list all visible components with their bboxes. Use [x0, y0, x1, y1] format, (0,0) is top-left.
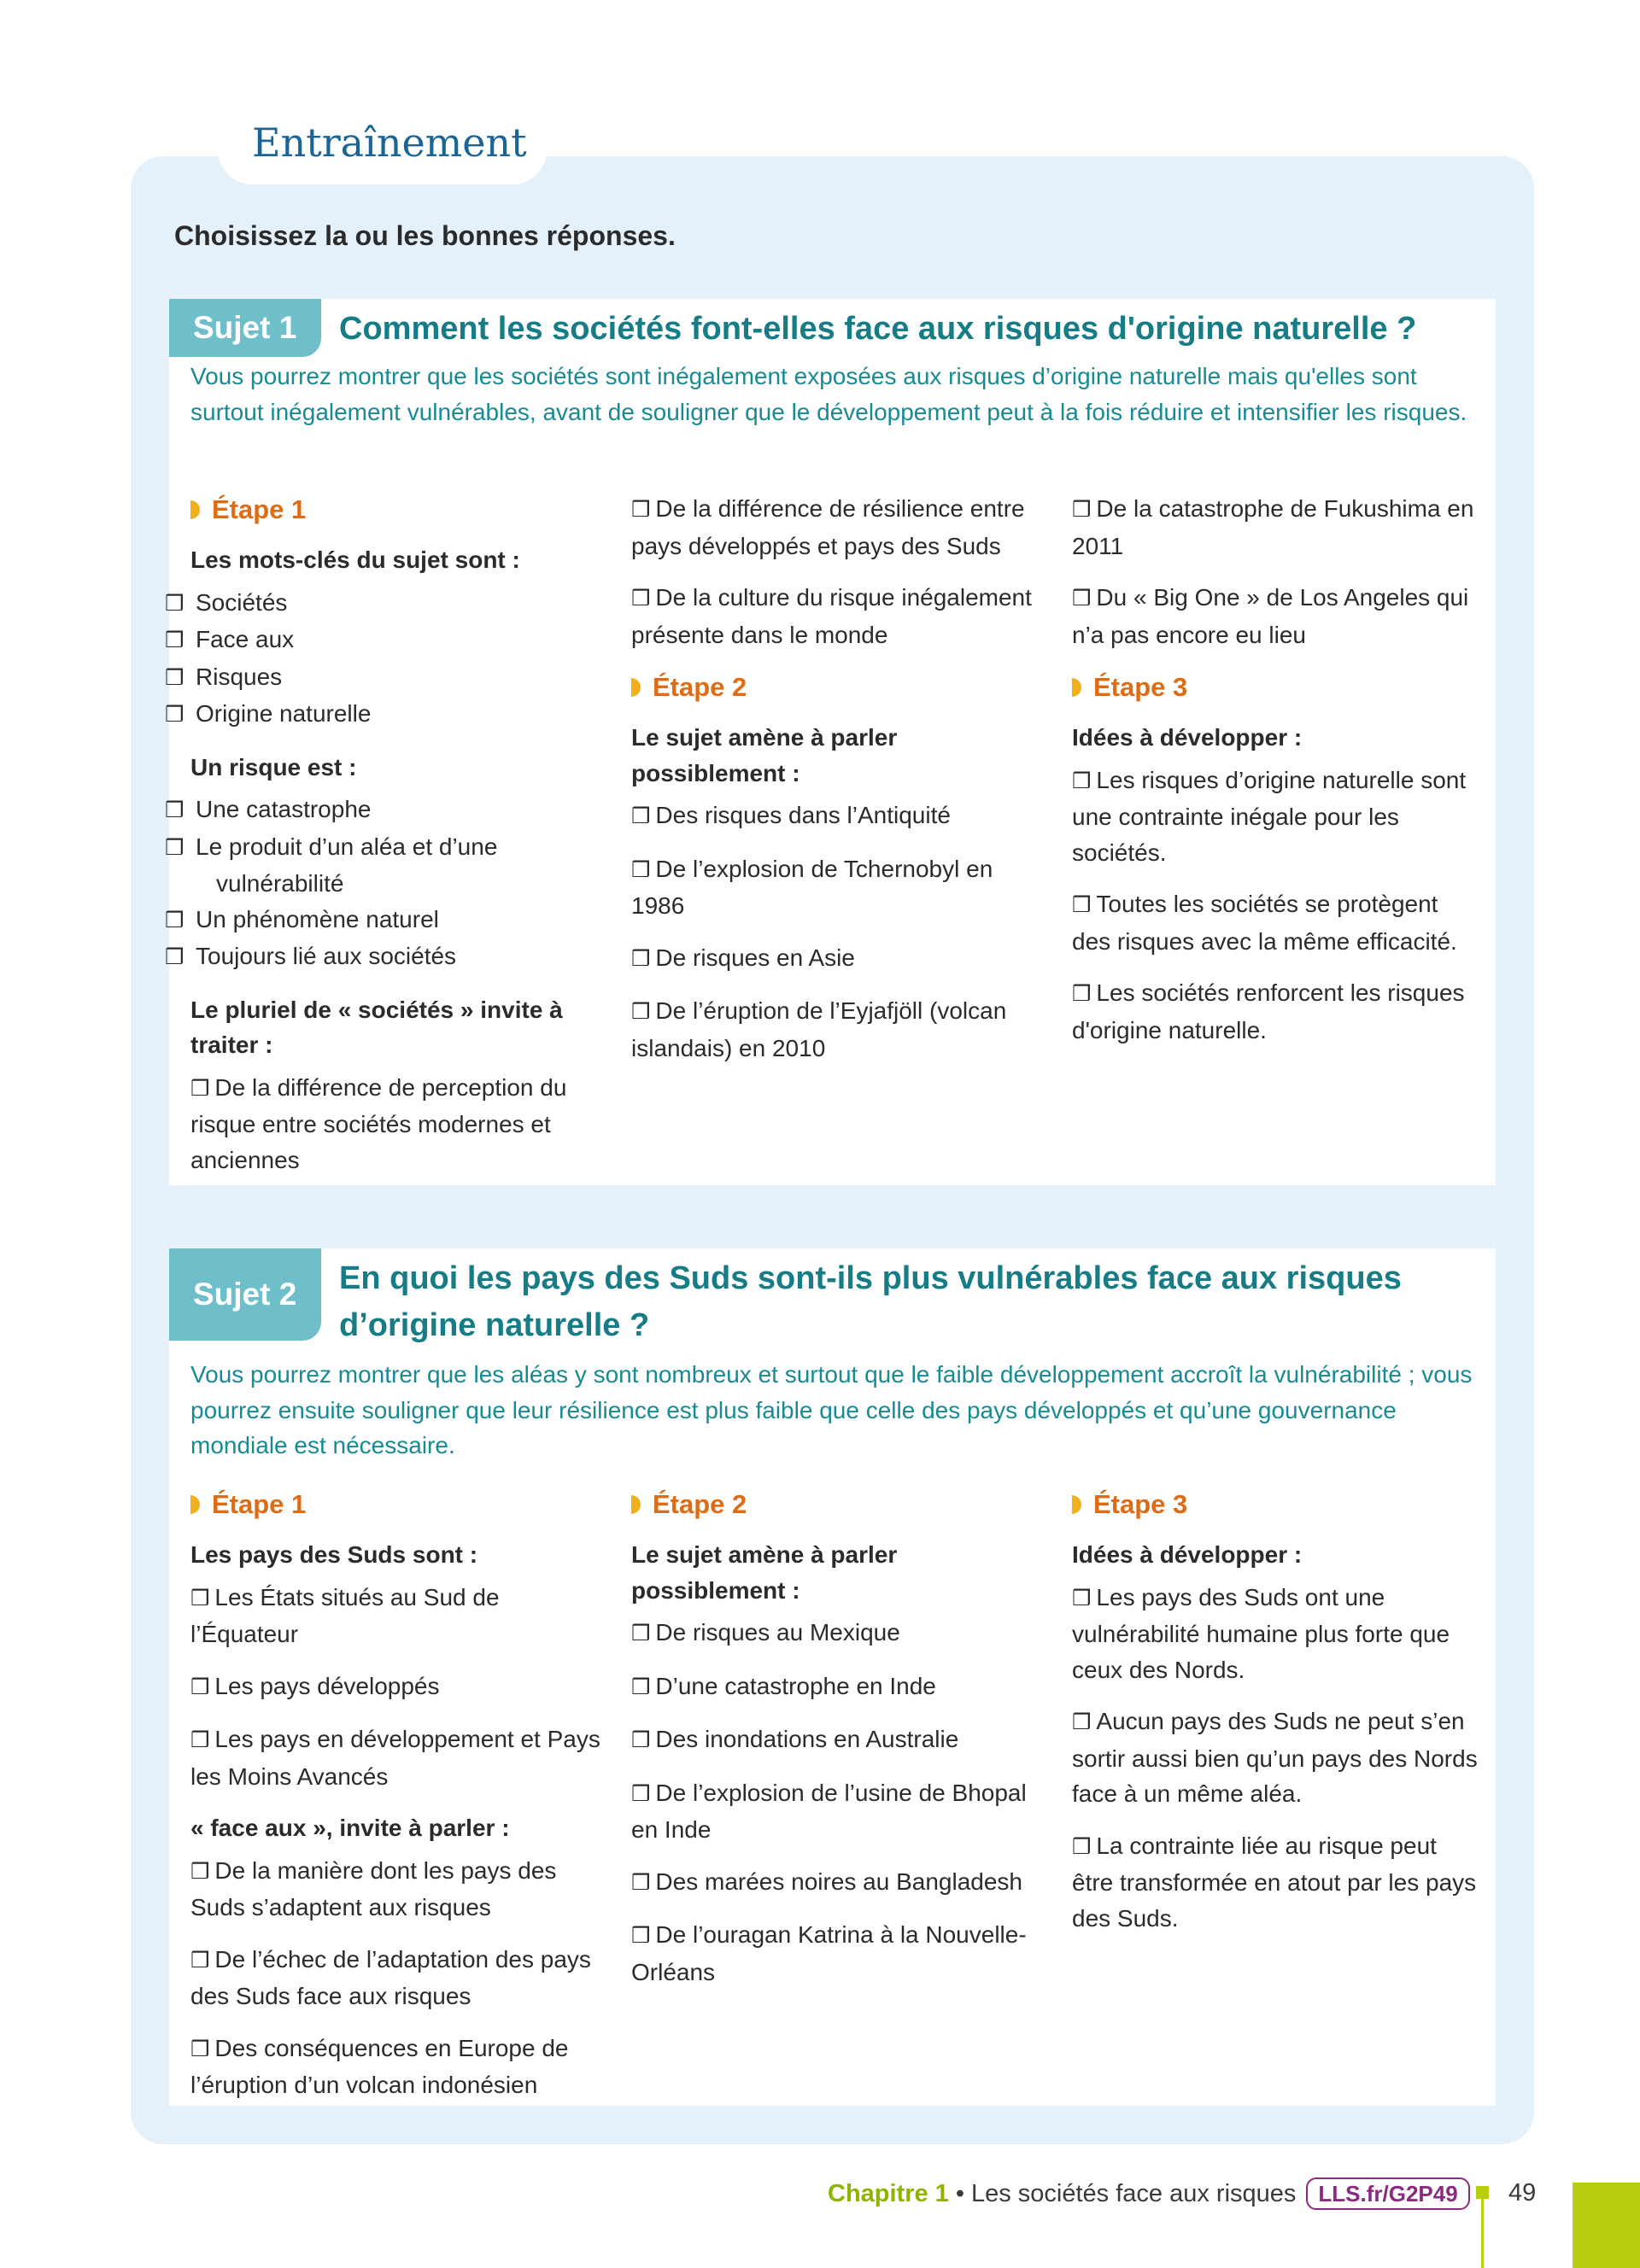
question-label: Un risque est : — [190, 753, 357, 780]
checkbox-option[interactable]: ❒ Les pays en développement et Pays les Moins Avancés — [190, 1721, 600, 1794]
question-label: « face aux », invite à parler : — [190, 1815, 510, 1841]
checkbox-option[interactable]: ❒ Des conséquences en Europe de l’éruption d’un volcan indonésien — [190, 2031, 600, 2103]
checkbox-icon[interactable]: ❒ — [1072, 769, 1092, 793]
checkbox-option[interactable]: ❒ De l’explosion de l’usine de Bhopal en Inde — [631, 1775, 1041, 1848]
subject-badge: Sujet 2 — [169, 1248, 321, 1341]
checkbox-option[interactable]: ❒ De la manière dont les pays des Suds s’adaptent aux risques — [190, 1853, 600, 1926]
column-etape-1 — [165, 491, 600, 1194]
chapter-number: Chapitre 1 — [828, 2179, 949, 2207]
checkbox-group — [165, 792, 600, 976]
checkbox-option[interactable]: ❒ De la différence de perception du risque entre sociétés modernes et anciennes — [190, 1070, 600, 1178]
subject-question: En quoi les pays des Suds sont-ils plus vulnérables face aux risques d’origine naturelle ? — [339, 1260, 1402, 1343]
checkbox-option[interactable]: ❒ De l’éruption de l’Eyjafjöll (volcan islandais) en 2010 — [631, 993, 1041, 1066]
checkbox-option[interactable]: ❒ Toutes les sociétés se protègent des risques avec la même efficacité. — [1072, 886, 1482, 959]
subject-badge: Sujet 1 — [169, 299, 321, 357]
checkbox-icon[interactable]: ❒ — [631, 1000, 651, 1024]
checkbox-option[interactable]: ❒ Origine naturelle — [165, 700, 372, 727]
subject-intro: Vous pourrez montrer que les aléas y sont nombreux et surtout que le faible développement accroît la vulnérabilité ; vous pourrez ensuite souligner que leur résilience est plus faible que celle des pays développés et qu’une gouvernance mondiale est nécessaire. — [190, 1361, 1473, 1458]
checkbox-icon[interactable]: ❒ — [190, 2037, 210, 2061]
checkbox-option[interactable]: ❒ Les pays des Suds ont une vulnérabilité humaine plus forte que ceux des Nords. — [1072, 1580, 1482, 1688]
checkbox-icon[interactable]: ❒ — [631, 1870, 651, 1895]
column-etape-2 — [631, 491, 1041, 1082]
checkbox-icon[interactable]: ❒ — [631, 587, 651, 611]
checkbox-option[interactable]: ❒ Risques — [165, 663, 283, 690]
checkbox-option[interactable]: ❒ Les États situés au Sud de l’Équateur — [190, 1580, 600, 1652]
checkbox-option[interactable]: ❒ Face aux — [165, 626, 295, 652]
checkbox-icon[interactable]: ❒ — [1072, 1834, 1092, 1859]
etape-heading: Étape 2 — [631, 1486, 1041, 1523]
etape-heading: Étape 3 — [1072, 1486, 1482, 1523]
half-circle-bullet-icon — [190, 1495, 200, 1514]
checkbox-option[interactable]: ❒ Un phénomène naturel — [165, 905, 439, 932]
checkbox-option[interactable]: ❒ De l’explosion de Tchernobyl en 1986 — [631, 851, 1041, 924]
checkbox-icon[interactable]: ❒ — [631, 804, 651, 828]
checkbox-option[interactable]: ❒ Aucun pays des Suds ne peut s’en sortir aussi bien qu’un pays des Nords face à un même aléa. — [1072, 1704, 1482, 1812]
checkbox-option[interactable]: ❒ De la catastrophe de Fukushima en 2011 — [1072, 491, 1482, 564]
checkbox-icon[interactable]: ❒ — [190, 1586, 210, 1610]
corner-accent — [1573, 2183, 1640, 2268]
half-circle-bullet-icon — [631, 678, 641, 697]
checkbox-option[interactable]: ❒ Sociétés — [165, 588, 288, 616]
checkbox-option[interactable]: ❒ Du « Big One » de Los Angeles qui n’a pas encore eu lieu — [1072, 580, 1482, 652]
checkbox-option[interactable]: ❒ Les risques d’origine naturelle sont une contrainte inégale pour les sociétés. — [1072, 763, 1482, 871]
subject-card-2 — [169, 1248, 1496, 2106]
etape-heading: Étape 1 — [190, 1486, 600, 1523]
checkbox-option[interactable]: ❒ Une catastrophe — [165, 796, 372, 822]
checkbox-option[interactable]: ❒ Le produit d’un aléa et d’une vulnérabilité — [165, 833, 498, 897]
subject-intro: Vous pourrez montrer que les sociétés sont inégalement exposées aux risques d’origine naturelle mais qu'elles sont surtout inégalement vulnérables, avant de souligner que le développement peut à la fois réduire et intensifier les risques. — [190, 363, 1467, 425]
checkbox-option[interactable]: ❒ Des inondations en Australie — [631, 1721, 1041, 1759]
checkbox-icon[interactable]: ❒ — [1072, 982, 1092, 1006]
checkbox-icon[interactable]: ❒ — [1072, 1586, 1092, 1610]
checkbox-icon[interactable]: ❒ — [190, 1675, 210, 1699]
checkbox-option[interactable]: ❒ De la culture du risque inégalement présente dans le monde — [631, 580, 1041, 652]
checkbox-option[interactable]: ❒ Les sociétés renforcent les risques d'origine naturelle. — [1072, 975, 1482, 1048]
subject-question: Comment les sociétés font-elles face aux risques d'origine naturelle ? — [339, 311, 1417, 347]
checkbox-option[interactable]: ❒ La contrainte liée au risque peut être transformée en atout par les pays des Suds. — [1072, 1828, 1482, 1937]
column-etape-3 — [1072, 1486, 1482, 1952]
checkbox-option[interactable]: ❒ Les pays développés — [190, 1669, 600, 1706]
half-circle-bullet-icon — [1072, 678, 1081, 697]
checkbox-icon[interactable]: ❒ — [190, 1859, 210, 1884]
subject-card-1 — [165, 299, 1496, 1185]
checkbox-group — [165, 585, 600, 734]
checkbox-option[interactable]: ❒ De risques en Asie — [631, 940, 1041, 978]
etape-heading: Étape 3 — [1072, 669, 1482, 706]
checkbox-icon[interactable]: ❒ — [190, 1948, 210, 1973]
footer-separator: • — [955, 2179, 964, 2207]
question-label: Le pluriel de « sociétés » invite à traiter : — [190, 996, 563, 1058]
checkbox-option[interactable]: ❒ De risques au Mexique — [631, 1615, 1041, 1652]
column-etape-3 — [1072, 491, 1482, 1064]
question-label: Le sujet amène à parler possiblement : — [631, 1541, 898, 1604]
checkbox-option[interactable]: ❒ De l’ouragan Katrina à la Nouvelle-Orléans — [631, 1917, 1041, 1990]
half-circle-bullet-icon — [1072, 1495, 1081, 1514]
checkbox-option[interactable]: ❒ De la différence de résilience entre pays développés et pays des Suds — [631, 491, 1041, 564]
lls-link[interactable]: LLS.fr/G2P49 — [1306, 2177, 1469, 2210]
half-circle-bullet-icon — [190, 500, 200, 519]
checkbox-icon[interactable]: ❒ — [631, 857, 651, 882]
checkbox-icon[interactable]: ❒ — [631, 1924, 651, 1948]
checkbox-option[interactable]: ❒ Des marées noires au Bangladesh — [631, 1864, 1041, 1902]
etape-heading: Étape 2 — [631, 669, 1041, 706]
checkbox-option[interactable]: ❒ Des risques dans l’Antiquité — [631, 798, 1041, 835]
question-label: Le sujet amène à parler possiblement : — [631, 724, 898, 786]
checkbox-icon[interactable]: ❒ — [631, 498, 651, 522]
checkbox-icon[interactable]: ❒ — [631, 946, 651, 971]
chapter-title: Les sociétés face aux risques — [970, 2179, 1297, 2207]
question-label: Idées à développer : — [1072, 724, 1303, 751]
checkbox-option[interactable]: ❒ De l’échec de l’adaptation des pays des Suds face aux risques — [190, 1942, 600, 2014]
checkbox-icon[interactable]: ❒ — [631, 1675, 651, 1699]
checkbox-icon[interactable]: ❒ — [190, 1076, 210, 1101]
question-label: Idées à développer : — [1072, 1541, 1303, 1568]
page-footer — [828, 2177, 1470, 2210]
checkbox-icon[interactable]: ❒ — [631, 1622, 651, 1645]
footer-rule-marker — [1476, 2186, 1489, 2199]
page-number: 49 — [1508, 2179, 1537, 2207]
checkbox-icon[interactable]: ❒ — [190, 1728, 210, 1752]
column-etape-1 — [190, 1486, 600, 2119]
checkbox-option[interactable]: ❒ Toujours lié aux sociétés — [165, 943, 457, 969]
question-label: Les mots-clés du sujet sont : — [190, 547, 520, 573]
checkbox-icon[interactable]: ❒ — [1072, 498, 1092, 522]
etape-heading: Étape 1 — [190, 491, 600, 529]
half-circle-bullet-icon — [631, 1495, 641, 1514]
column-etape-2 — [631, 1486, 1041, 2006]
checkbox-icon[interactable]: ❒ — [1072, 587, 1092, 611]
checkbox-option[interactable]: ❒ D’une catastrophe en Inde — [631, 1669, 1041, 1706]
instruction-text: Choisissez la ou les bonnes réponses. — [174, 220, 676, 251]
checkbox-icon[interactable]: ❒ — [1072, 1710, 1092, 1734]
checkbox-icon[interactable]: ❒ — [1072, 893, 1092, 917]
page-title: Entraînement — [252, 120, 527, 166]
checkbox-icon[interactable]: ❒ — [631, 1781, 651, 1806]
checkbox-icon[interactable]: ❒ — [631, 1728, 651, 1752]
question-label: Les pays des Suds sont : — [190, 1541, 478, 1568]
